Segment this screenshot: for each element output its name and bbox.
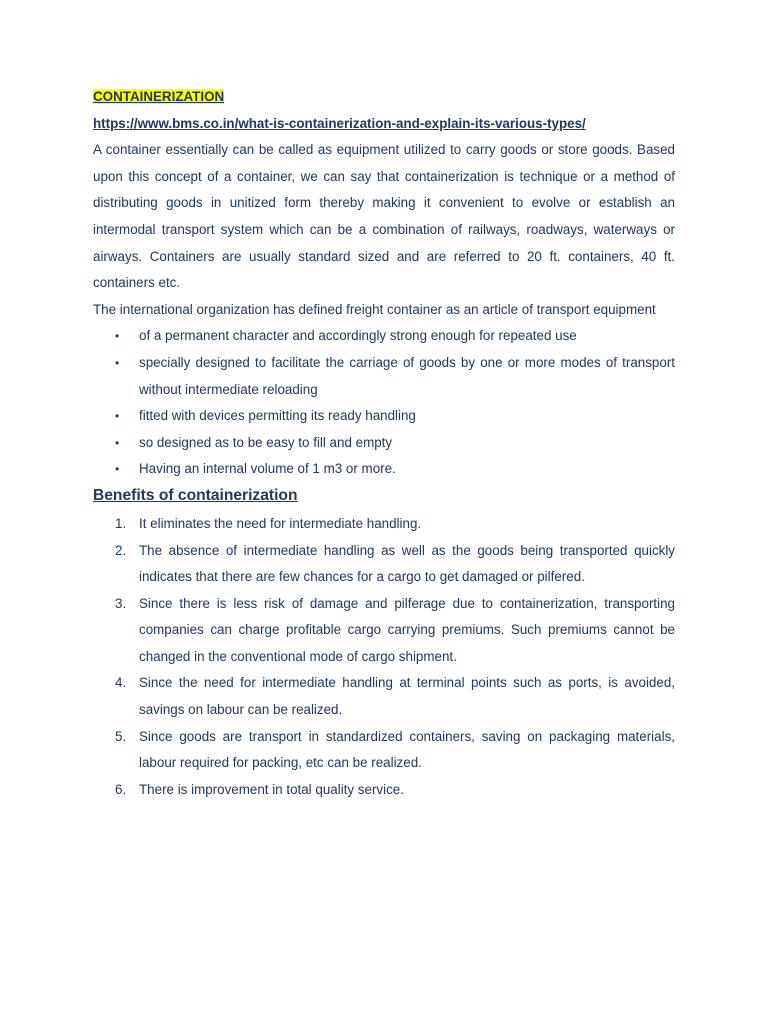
- list-number: 4.: [115, 675, 127, 691]
- bullet-icon: •: [115, 355, 120, 370]
- list-item: [93, 403, 675, 430]
- list-item-text: The absence of intermediate handling as well as the goods being transported quickly indicates that there are few chances for a cargo to get damaged or pilfered.: [139, 542, 675, 585]
- list-number: 2.: [115, 542, 127, 558]
- document-page: [93, 84, 675, 803]
- list-item-text: Having an internal volume of 1 m3 or more.: [139, 461, 396, 477]
- bullet-icon: •: [115, 435, 120, 450]
- list-item-text: It eliminates the need for intermediate handling.: [139, 515, 422, 531]
- heading-line: [93, 84, 675, 111]
- definition-bullet-list: [93, 323, 675, 483]
- list-item: [93, 777, 675, 804]
- list-item: [93, 511, 675, 538]
- list-item-text: Since the need for intermediate handling at terminal points such as ports, is avoided, savings on labour can be realized.: [139, 675, 675, 718]
- list-item-text: specially designed to facilitate the carriage of goods by one or more modes of transport without intermediate reloading: [139, 354, 675, 397]
- list-item-text: of a permanent character and accordingly strong enough for repeated use: [139, 328, 577, 344]
- page-title: CONTAINERIZATION: [93, 89, 225, 104]
- list-item-text: so designed as to be easy to fill and empty: [139, 434, 393, 450]
- list-item: [93, 591, 675, 671]
- list-item: [93, 456, 675, 483]
- definition-paragraph: The international organization has defined freight container as an article of transport equipment: [93, 301, 656, 317]
- list-item-text: fitted with devices permitting its ready handling: [139, 408, 416, 424]
- list-number: 6.: [115, 781, 127, 797]
- list-number: 5.: [115, 728, 127, 744]
- benefits-list: [93, 511, 675, 804]
- list-number: 1.: [115, 515, 127, 531]
- list-number: 3.: [115, 595, 127, 611]
- list-item: [93, 670, 675, 723]
- bullet-icon: •: [115, 329, 120, 344]
- list-item: [93, 724, 675, 777]
- intro-paragraph: A container essentially can be called as equipment utilized to carry goods or store goods. Based upon this concept of a container, we can say that containerization is technique or a method of distributing goods in unitized form thereby making it convenient to evolve or establish an intermodal transport system which can be a combination of railways, roadways, waterways or airways. Containers are usually standard sized and are referred to 20 ft. containers, 40 ft. containers etc.: [93, 142, 675, 291]
- bullet-icon: •: [115, 462, 120, 477]
- list-item: [93, 538, 675, 591]
- list-item: [93, 430, 675, 457]
- bullet-icon: •: [115, 409, 120, 424]
- list-item-text: Since goods are transport in standardized containers, saving on packaging materials, labour required for packing, etc can be realized.: [139, 728, 675, 771]
- benefits-heading: Benefits of containerization: [93, 486, 298, 504]
- source-link[interactable]: https://www.bms.co.in/what-is-containerization-and-explain-its-various-types/: [93, 115, 586, 131]
- list-item: [93, 323, 675, 350]
- list-item: [93, 350, 675, 403]
- list-item-text: There is improvement in total quality service.: [139, 781, 404, 797]
- list-item-text: Since there is less risk of damage and pilferage due to containerization, transporting companies can charge profitable cargo carrying premiums. Such premiums cannot be changed in the conventional mode of cargo shipment.: [139, 595, 675, 664]
